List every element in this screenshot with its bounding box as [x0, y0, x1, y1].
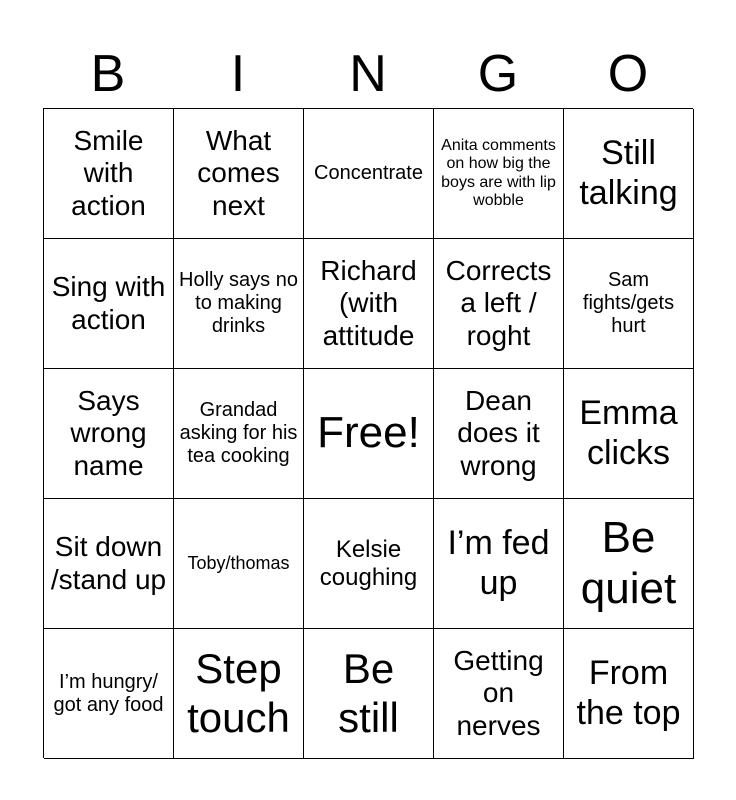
- bingo-cell[interactable]: [564, 369, 694, 499]
- cell-text: Step touch: [187, 645, 290, 741]
- bingo-cell[interactable]: [304, 239, 434, 369]
- bingo-grid: [43, 108, 693, 758]
- bingo-cell[interactable]: [44, 239, 174, 369]
- header-letter-n: N: [349, 45, 387, 103]
- cell-text: I’m fed up: [447, 524, 550, 602]
- bingo-cell[interactable]: [44, 629, 174, 759]
- free-space-cell[interactable]: [304, 369, 434, 499]
- bingo-cell[interactable]: [564, 629, 694, 759]
- cell-text: Anita comments on how big the boys are with lip wobble: [441, 136, 556, 209]
- cell-text: Grandad asking for his tea cooking: [179, 399, 298, 467]
- header-letter-g: G: [477, 45, 519, 103]
- bingo-cell[interactable]: [174, 109, 304, 239]
- header-letter-i: I: [230, 45, 246, 103]
- header-letter-o: O: [607, 45, 649, 103]
- bingo-cell[interactable]: [174, 239, 304, 369]
- bingo-cell[interactable]: [304, 109, 434, 239]
- cell-text: From the top: [576, 654, 681, 732]
- cell-text: Kelsie coughing: [319, 535, 418, 591]
- cell-text: Sing with action: [51, 271, 166, 335]
- bingo-cell[interactable]: [44, 369, 174, 499]
- cell-text: What comes next: [197, 125, 280, 221]
- cell-text: Free!: [317, 408, 420, 458]
- cell-text: Dean does it wrong: [457, 385, 540, 481]
- bingo-cell[interactable]: [564, 239, 694, 369]
- bingo-cell[interactable]: [174, 499, 304, 629]
- cell-text: Says wrong name: [70, 385, 147, 481]
- bingo-cell[interactable]: [564, 109, 694, 239]
- cell-text: Be quiet: [580, 512, 677, 613]
- cell-text: Sit down /stand up: [50, 531, 167, 595]
- bingo-cell[interactable]: [174, 629, 304, 759]
- cell-text: Emma clicks: [579, 394, 678, 472]
- bingo-cell[interactable]: [44, 109, 174, 239]
- cell-text: I’m hungry/ got any food: [53, 670, 164, 716]
- bingo-cell[interactable]: [434, 369, 564, 499]
- bingo-cell[interactable]: [304, 629, 434, 759]
- cell-text: Richard (with attitude: [320, 255, 417, 351]
- cell-text: Corrects a left / roght: [445, 255, 552, 351]
- cell-text: Still talking: [579, 134, 678, 212]
- cell-text: Sam fights/gets hurt: [582, 269, 675, 337]
- bingo-header: [43, 40, 693, 108]
- cell-text: Getting on nerves: [453, 645, 544, 741]
- cell-text: Smile with action: [71, 125, 146, 221]
- cell-text: Concentrate: [314, 162, 423, 184]
- cell-text: Be still: [338, 645, 399, 741]
- bingo-cell[interactable]: [44, 499, 174, 629]
- bingo-cell[interactable]: [564, 499, 694, 629]
- bingo-cell[interactable]: [304, 499, 434, 629]
- bingo-cell[interactable]: [434, 629, 564, 759]
- cell-text: Holly says no to making drinks: [179, 269, 298, 337]
- header-letter-b: B: [90, 45, 126, 103]
- bingo-cell[interactable]: [434, 499, 564, 629]
- bingo-cell[interactable]: [434, 239, 564, 369]
- bingo-cell[interactable]: [434, 109, 564, 239]
- bingo-cell[interactable]: [174, 369, 304, 499]
- cell-text: Toby/thomas: [187, 553, 290, 574]
